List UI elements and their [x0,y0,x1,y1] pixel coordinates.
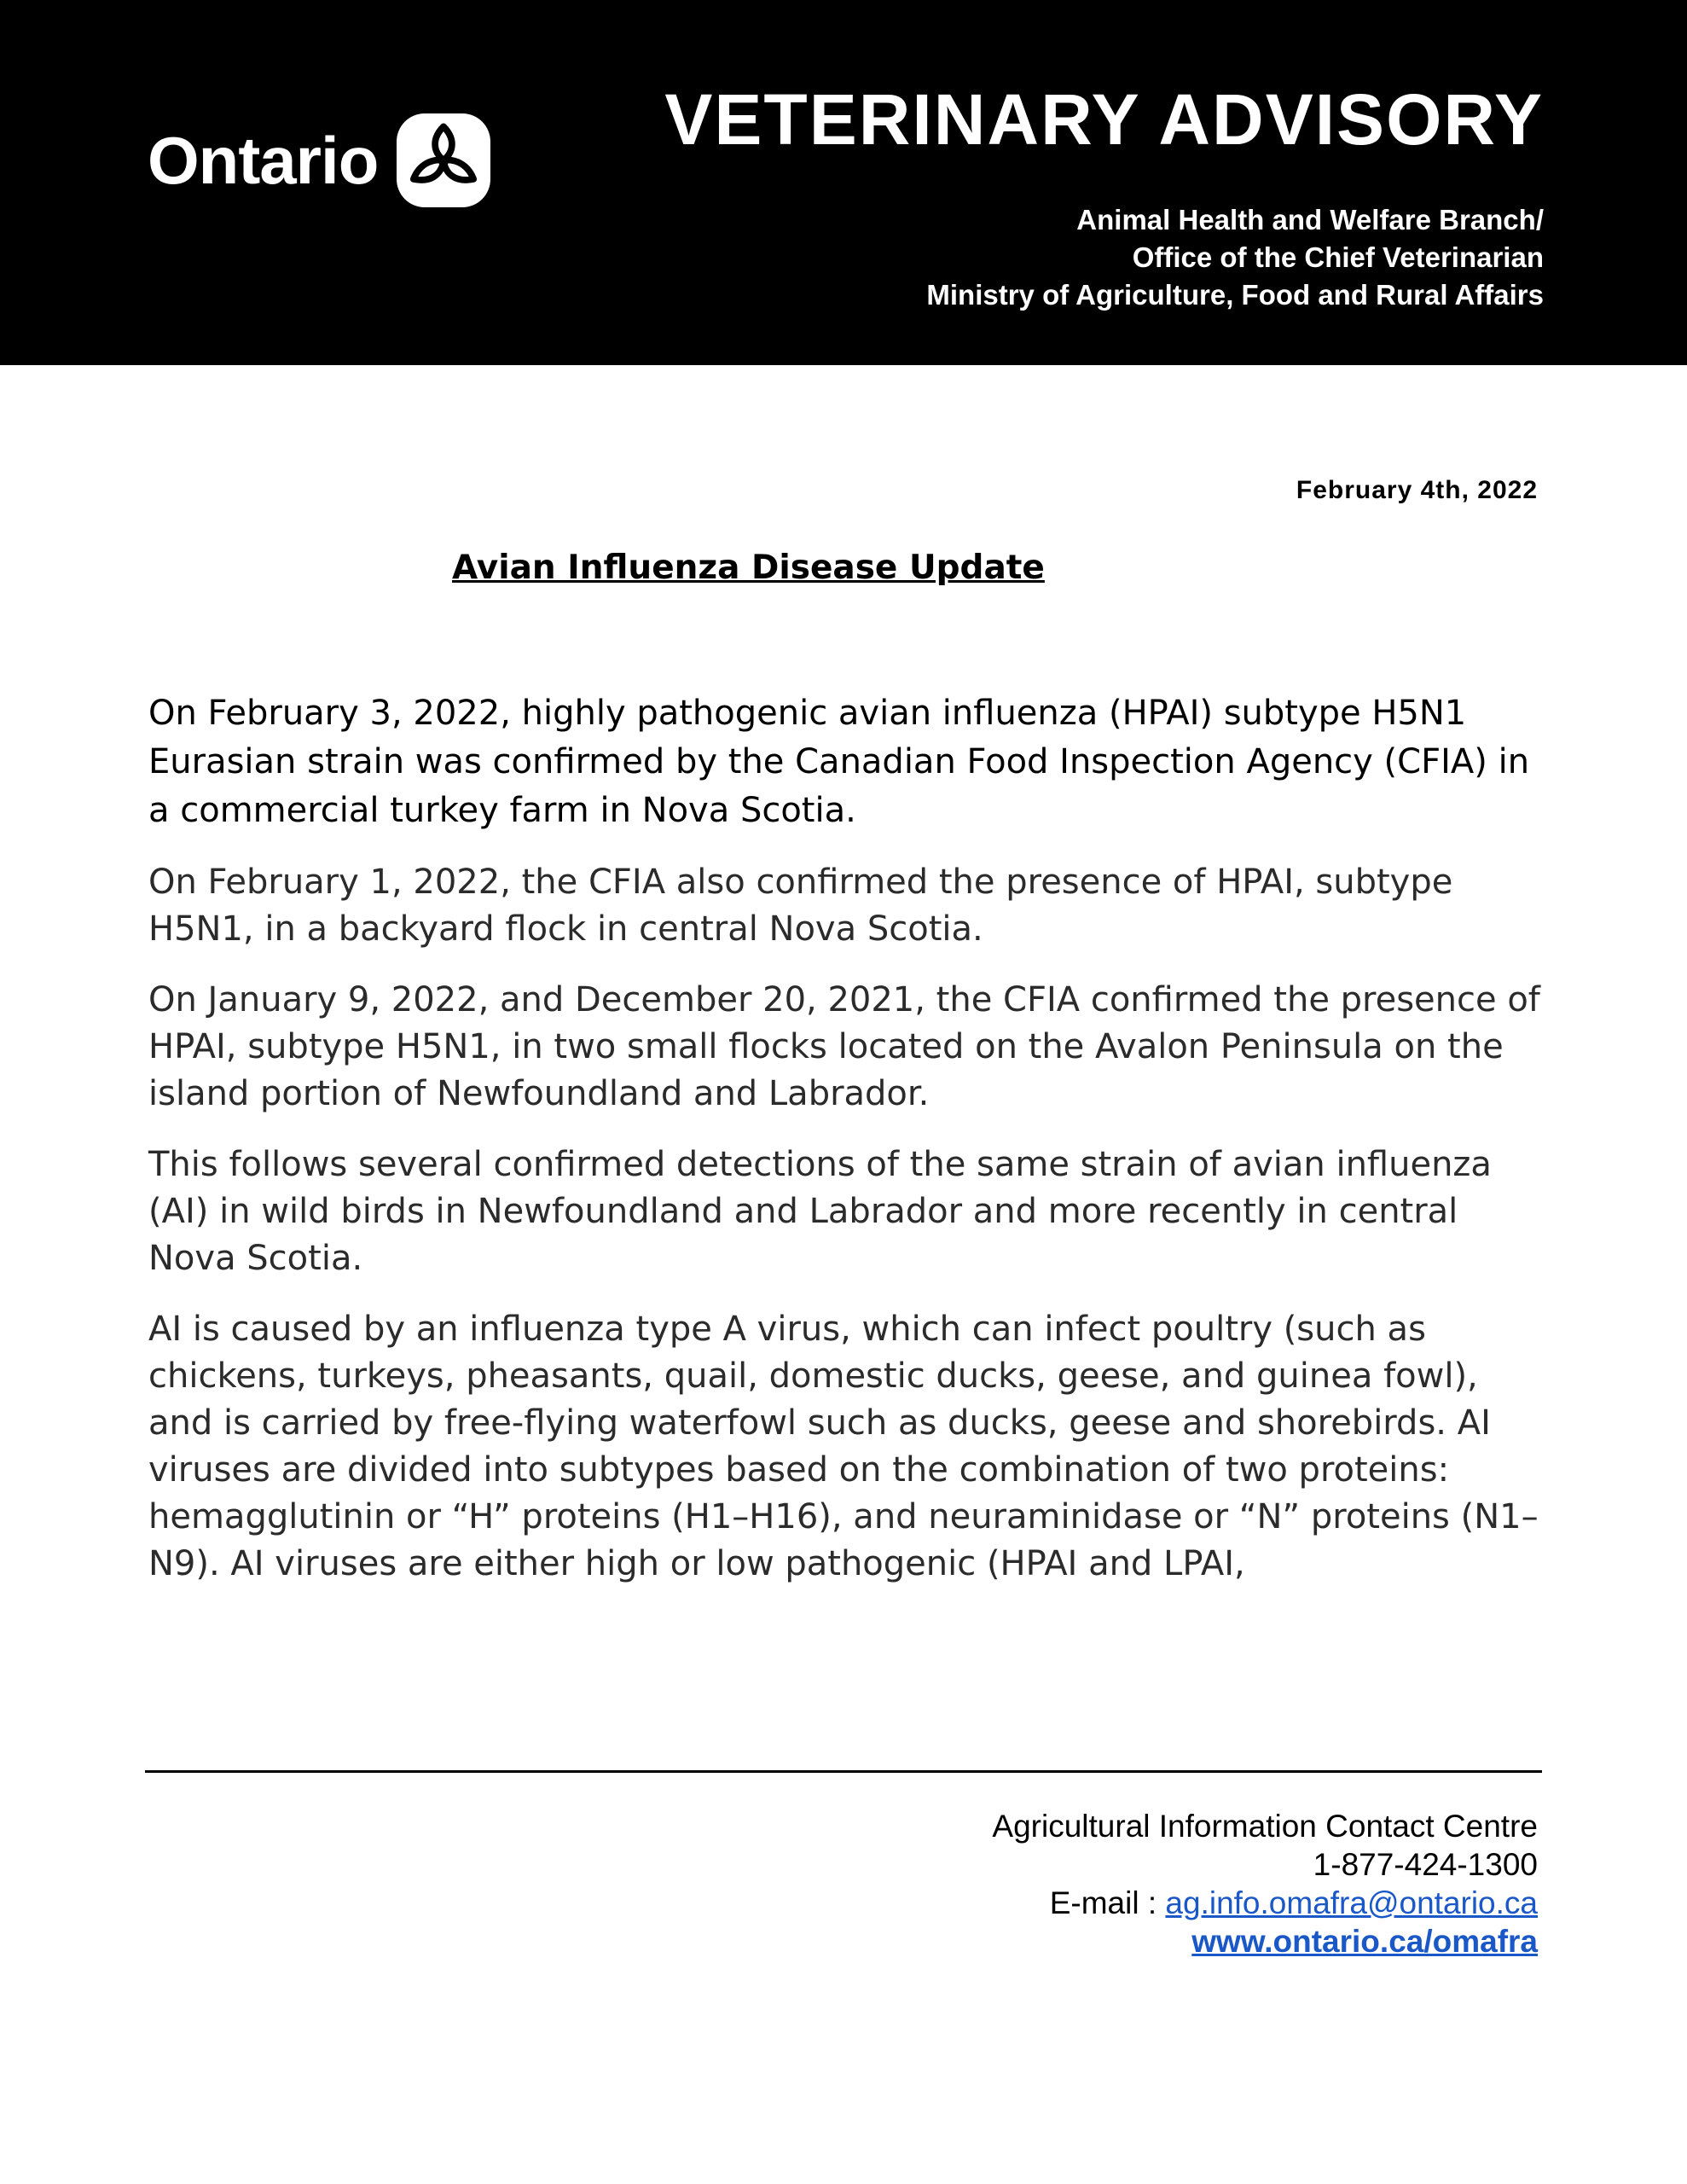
branch-line: Office of the Chief Veterinarian [1132,241,1544,273]
contact-phone: 1-877-424-1300 [1313,1847,1538,1882]
contact-website-row [992,1922,1538,1960]
contact-block [992,1807,1538,1960]
document-date: February 4th, 2022 [1296,476,1538,504]
trillium-icon [397,113,490,207]
document-body [148,689,1547,1612]
branch-line: Ministry of Agriculture, Food and Rural Affairs [926,279,1544,311]
email-link[interactable]: ag.info.omafra@ontario.ca [1165,1885,1538,1920]
branch-line: Animal Health and Welfare Branch/ [1076,204,1544,235]
website-link[interactable]: www.ontario.ca/omafra [1191,1924,1538,1959]
logo-wordmark: Ontario [148,123,379,198]
body-paragraph: On February 1, 2022, the CFIA also confirmed the presence of HPAI, subtype H5N1, in a backyard flock in central Nova Scotia. [148,863,1453,949]
document-title: Avian Influenza Disease Update [452,549,1045,587]
header-banner [0,0,1687,365]
body-paragraph: AI is caused by an influenza type A virus, which can infect poultry (such as chickens, turkeys, pheasants, quail, domestic ducks, geese, and guinea fowl), and is carried by free-flying waterfowl such as ducks, geese and shorebirds. AI viruses are divided into subtypes based on the combination of two proteins: hemagglutinin or “H” proteins (H1–H16), and neuraminidase or “N” proteins (N1–N9). AI viruses are either high or low pathogenic (HPAI and LPAI, [148,1310,1539,1583]
branch-info [926,201,1544,314]
body-paragraph: This follows several confirmed detections of the same strain of avian influenza (AI) in wild birds in Newfoundland and Labrador and more recently in central Nova Scotia. [148,1145,1492,1278]
advisory-title: VETERINARY ADVISORY [664,79,1544,160]
body-paragraph: On February 3, 2022, highly pathogenic avian influenza (HPAI) subtype H5N1 Eurasian strain was confirmed by the Canadian Food Inspection Agency (CFIA) in a commercial turkey farm in Nova Scotia. [148,694,1530,830]
ontario-logo [148,109,490,212]
footer-divider [145,1770,1542,1773]
email-label: E-mail : [1049,1885,1166,1920]
contact-centre: Agricultural Information Contact Centre [992,1809,1538,1844]
body-paragraph: On January 9, 2022, and December 20, 2021, the CFIA confirmed the presence of HPAI, subtype H5N1, in two small flocks located on the Avalon Peninsula on the island portion of Newfoundland and Labrador. [148,980,1540,1113]
contact-email-row [992,1884,1538,1922]
